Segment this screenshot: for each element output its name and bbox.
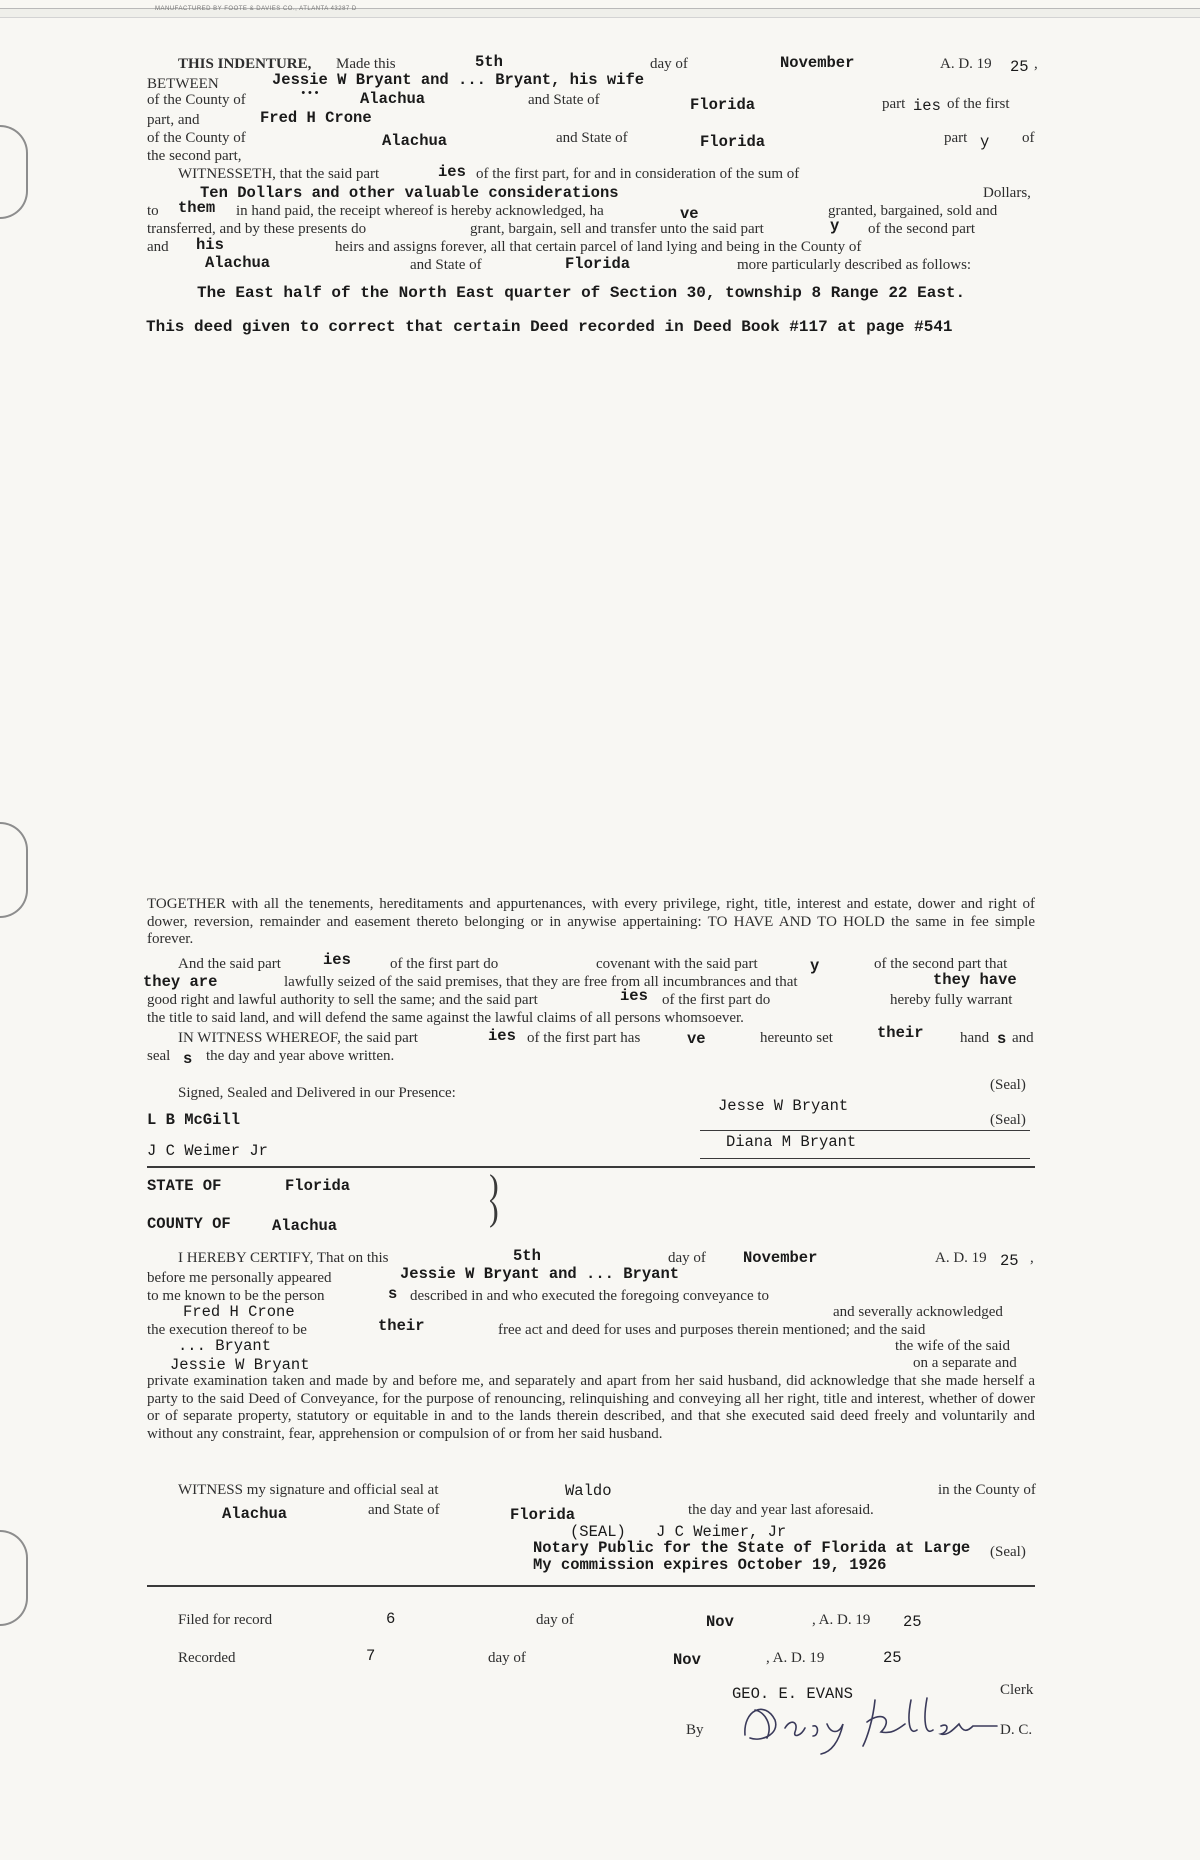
text: in the County of bbox=[938, 1482, 1036, 1498]
text: transferred, and by these presents do bbox=[147, 221, 367, 237]
state-of-label: STATE OF bbox=[147, 1177, 222, 1195]
fill-in: s bbox=[388, 1285, 398, 1303]
signature-line-1 bbox=[700, 1130, 1030, 1131]
grantee-name: Fred H Crone bbox=[260, 109, 372, 127]
text: WITNESS my signature and official seal at bbox=[178, 1482, 439, 1498]
consideration-amount: Ten Dollars and other valuable considerations bbox=[200, 184, 619, 202]
filed-for-record-label: Filed for record bbox=[178, 1612, 273, 1628]
text: in hand paid, the receipt whereof is hereby acknowledged, ha bbox=[236, 203, 604, 219]
grantors-names: Jessie W Bryant and ... Bryant, his wife bbox=[272, 71, 645, 89]
text: of the second part bbox=[868, 221, 976, 237]
text: before me personally appeared bbox=[147, 1270, 332, 1286]
binder-clip-icon bbox=[0, 125, 28, 219]
ack-grantee: Fred H Crone bbox=[183, 1303, 295, 1321]
text: part, and bbox=[147, 112, 200, 128]
text: to me known to be the person bbox=[147, 1288, 325, 1304]
seal-label-1: (Seal) bbox=[990, 1077, 1026, 1093]
text: grant, bargain, sell and transfer unto the said part bbox=[470, 221, 764, 237]
text: IN WITNESS WHEREOF, the said part bbox=[178, 1030, 418, 1046]
text: to bbox=[147, 203, 159, 219]
indenture-day: 5th bbox=[475, 53, 503, 71]
day-of-label: day of bbox=[650, 56, 688, 72]
ad-label: A. D. 19 bbox=[940, 56, 992, 72]
text: of the first part, for and in consideration of the sum of bbox=[476, 166, 800, 182]
text: good right and lawful authority to sell the same; and the said part bbox=[147, 992, 538, 1008]
clerk-label: Clerk bbox=[1000, 1682, 1034, 1698]
text: and State of bbox=[410, 257, 482, 273]
text: I HEREBY CERTIFY, That on this bbox=[178, 1250, 389, 1266]
clerk-name: GEO. E. EVANS bbox=[732, 1685, 853, 1703]
dc-label: D. C. bbox=[1000, 1722, 1033, 1738]
manufacturer-imprint: MANUFACTURED BY FOOTE & DAVIES CO., ATLANTA 43287 D bbox=[155, 6, 357, 12]
text: day of bbox=[668, 1250, 706, 1266]
text: hereby fully warrant bbox=[890, 992, 1013, 1008]
text: WITNESSETH, that the said part bbox=[178, 166, 380, 182]
text: the wife of the said bbox=[895, 1338, 1010, 1354]
text: and severally acknowledged bbox=[833, 1304, 1003, 1320]
punct: , bbox=[1030, 1250, 1034, 1266]
habendum-clause: TOGETHER with all the tenements, hereditaments and appurtenances, with every privilege, right, title, interest and estate, dower and right of dower, reversion, remainder and easement thereto belonging or in anywise appertaining: TO HAVE AND TO HOLD the same in fee simple forever. bbox=[147, 896, 1035, 947]
text: free act and deed for uses and purposes therein mentioned; and the said bbox=[498, 1322, 926, 1338]
text: and bbox=[1012, 1030, 1034, 1046]
fill-in: they have bbox=[933, 971, 1017, 989]
fill-in: ve bbox=[680, 205, 699, 223]
fill-in: ies bbox=[323, 951, 351, 969]
text: described in and who executed the foregoing conveyance to bbox=[410, 1288, 770, 1304]
witness-signature-1: L B McGill bbox=[147, 1111, 241, 1129]
fill-in: them bbox=[178, 199, 216, 217]
text: lawfully seized of the said premises, that they are free from all incumbrances and that bbox=[284, 974, 798, 990]
brace-bottom: ) bbox=[488, 1196, 500, 1231]
section-divider bbox=[147, 1166, 1035, 1168]
county-2: Alachua bbox=[382, 132, 448, 150]
fill-in: their bbox=[378, 1317, 425, 1335]
brace-top: ) bbox=[488, 1170, 500, 1205]
ellipsis-mark: ••• bbox=[300, 88, 320, 100]
fill-in: y bbox=[980, 133, 990, 151]
between-label: BETWEEN bbox=[147, 76, 219, 92]
text: of the first bbox=[947, 96, 1010, 112]
text: of the first part has bbox=[527, 1030, 641, 1046]
fill-in: y bbox=[830, 217, 840, 235]
text: the day and year above written. bbox=[206, 1048, 395, 1064]
ack-day: 5th bbox=[513, 1247, 541, 1265]
notary-commission: My commission expires October 19, 1926 bbox=[533, 1556, 887, 1574]
text: and bbox=[147, 239, 169, 255]
text: Dollars, bbox=[983, 185, 1031, 201]
text: , A. D. 19 bbox=[812, 1612, 871, 1628]
text: the execution thereof to be bbox=[147, 1322, 307, 1338]
text: of the first part do bbox=[662, 992, 771, 1008]
filed-year: 25 bbox=[903, 1613, 922, 1631]
county-3: Alachua bbox=[205, 254, 271, 272]
recorded-day: 7 bbox=[366, 1647, 376, 1665]
seal-label-notary: (Seal) bbox=[990, 1544, 1026, 1560]
ack-wife: ... Bryant bbox=[178, 1337, 272, 1355]
text: seal bbox=[147, 1048, 171, 1064]
text: and State of bbox=[556, 130, 628, 146]
text: of bbox=[1022, 130, 1035, 146]
text: granted, bargained, sold and bbox=[828, 203, 998, 219]
county-of-label: of the County of bbox=[147, 92, 246, 108]
fill-in: their bbox=[877, 1024, 924, 1042]
made-this-label: Made this bbox=[336, 56, 396, 72]
fill-in: ies bbox=[620, 987, 648, 1005]
ack-place: Waldo bbox=[565, 1482, 612, 1500]
filed-month: Nov bbox=[706, 1613, 734, 1631]
fill-in: they are bbox=[143, 973, 218, 991]
this-indenture-heading: THIS INDENTURE, bbox=[178, 56, 312, 72]
text: more particularly described as follows: bbox=[737, 257, 972, 273]
state-3: Florida bbox=[565, 255, 631, 273]
text: hereunto set bbox=[760, 1030, 833, 1046]
recorded-label: Recorded bbox=[178, 1650, 236, 1666]
recorded-year: 25 bbox=[883, 1649, 902, 1667]
text: of the second part that bbox=[874, 956, 1008, 972]
ack-state: Florida bbox=[285, 1177, 351, 1195]
fill-in: y bbox=[810, 957, 820, 975]
text: of the first part do bbox=[390, 956, 499, 972]
punct: , bbox=[1034, 56, 1038, 72]
indenture-month: November bbox=[780, 54, 855, 72]
text: the day and year last aforesaid. bbox=[688, 1502, 874, 1518]
text: hand bbox=[960, 1030, 990, 1046]
state-2: Florida bbox=[700, 133, 766, 151]
notary-seal-mark: (SEAL) bbox=[570, 1523, 626, 1541]
signature-line-2 bbox=[700, 1158, 1030, 1159]
fill-in: ies bbox=[913, 97, 941, 115]
filed-day: 6 bbox=[386, 1610, 396, 1628]
state-1: Florida bbox=[690, 96, 756, 114]
recorded-month: Nov bbox=[673, 1651, 701, 1669]
text: , A. D. 19 bbox=[766, 1650, 825, 1666]
fill-in: ies bbox=[488, 1027, 516, 1045]
ack-appeared: Jessie W Bryant and ... Bryant bbox=[400, 1265, 680, 1283]
indenture-year: 25 bbox=[1010, 58, 1029, 76]
state-of-label: and State of bbox=[528, 92, 600, 108]
notary-title: Notary Public for the State of Florida at Large bbox=[533, 1539, 971, 1557]
county-of-label: COUNTY OF bbox=[147, 1215, 231, 1233]
text: day of bbox=[536, 1612, 574, 1628]
ack-year: 25 bbox=[1000, 1252, 1019, 1270]
text: part bbox=[944, 130, 968, 146]
fill-in: ve bbox=[687, 1030, 706, 1048]
ack-state-2: Florida bbox=[510, 1506, 576, 1524]
text: the title to said land, and will defend the same against the lawful claims of all persons whomsoever. bbox=[147, 1010, 744, 1026]
text: And the said part bbox=[178, 956, 281, 972]
text: A. D. 19 bbox=[935, 1250, 987, 1266]
ack-county: Alachua bbox=[272, 1217, 338, 1235]
ack-husband: Jessie W Bryant bbox=[170, 1356, 310, 1374]
grantor-signature-2: Diana M Bryant bbox=[726, 1133, 857, 1151]
deputy-clerk-signature bbox=[735, 1680, 1015, 1760]
binder-clip-icon bbox=[0, 822, 28, 918]
text: part bbox=[882, 96, 906, 112]
witness-signature-2: J C Weimer Jr bbox=[147, 1142, 268, 1160]
text: of the County of bbox=[147, 130, 246, 146]
seal-label-2: (Seal) bbox=[990, 1112, 1026, 1128]
signed-sealed-label: Signed, Sealed and Delivered in our Presence: bbox=[178, 1085, 456, 1101]
text: and State of bbox=[368, 1502, 440, 1518]
text: day of bbox=[488, 1650, 526, 1666]
private-examination-text: private examination taken and made by and before me, and separately and apart from her said husband, did acknowledge that she made herself a party to the said Deed of Conveyance, for the purpose of renouncing, relinquishing and conveying all her right, title and interest, whether of dower or of separate property, statutory or equitable in and to the lands therein described, and that she executed said deed freely and voluntarily and without any constraint, fear, apprehension or compulsion of or from her said husband. bbox=[147, 1373, 1035, 1442]
text: on a separate and bbox=[913, 1355, 1017, 1371]
notary-name: J C Weimer, Jr bbox=[656, 1523, 787, 1541]
by-label: By bbox=[686, 1722, 704, 1738]
land-description: The East half of the North East quarter of Section 30, township 8 Range 22 East. bbox=[197, 284, 966, 302]
filing-divider bbox=[147, 1585, 1035, 1587]
fill-in: ies bbox=[438, 163, 466, 181]
text: the second part, bbox=[147, 148, 242, 164]
binder-clip-icon bbox=[0, 1530, 28, 1626]
text: covenant with the said part bbox=[596, 956, 758, 972]
correction-note: This deed given to correct that certain Deed recorded in Deed Book #117 at page #541 bbox=[146, 318, 953, 336]
ack-month: November bbox=[743, 1249, 818, 1267]
text: heirs and assigns forever, all that certain parcel of land lying and being in the County of bbox=[335, 239, 862, 255]
ack-county-2: Alachua bbox=[222, 1505, 288, 1523]
fill-in: s bbox=[997, 1030, 1007, 1048]
fill-in: his bbox=[196, 236, 224, 254]
county-1: Alachua bbox=[360, 90, 426, 108]
grantor-signature-1: Jesse W Bryant bbox=[718, 1097, 849, 1115]
fill-in: s bbox=[183, 1050, 193, 1068]
